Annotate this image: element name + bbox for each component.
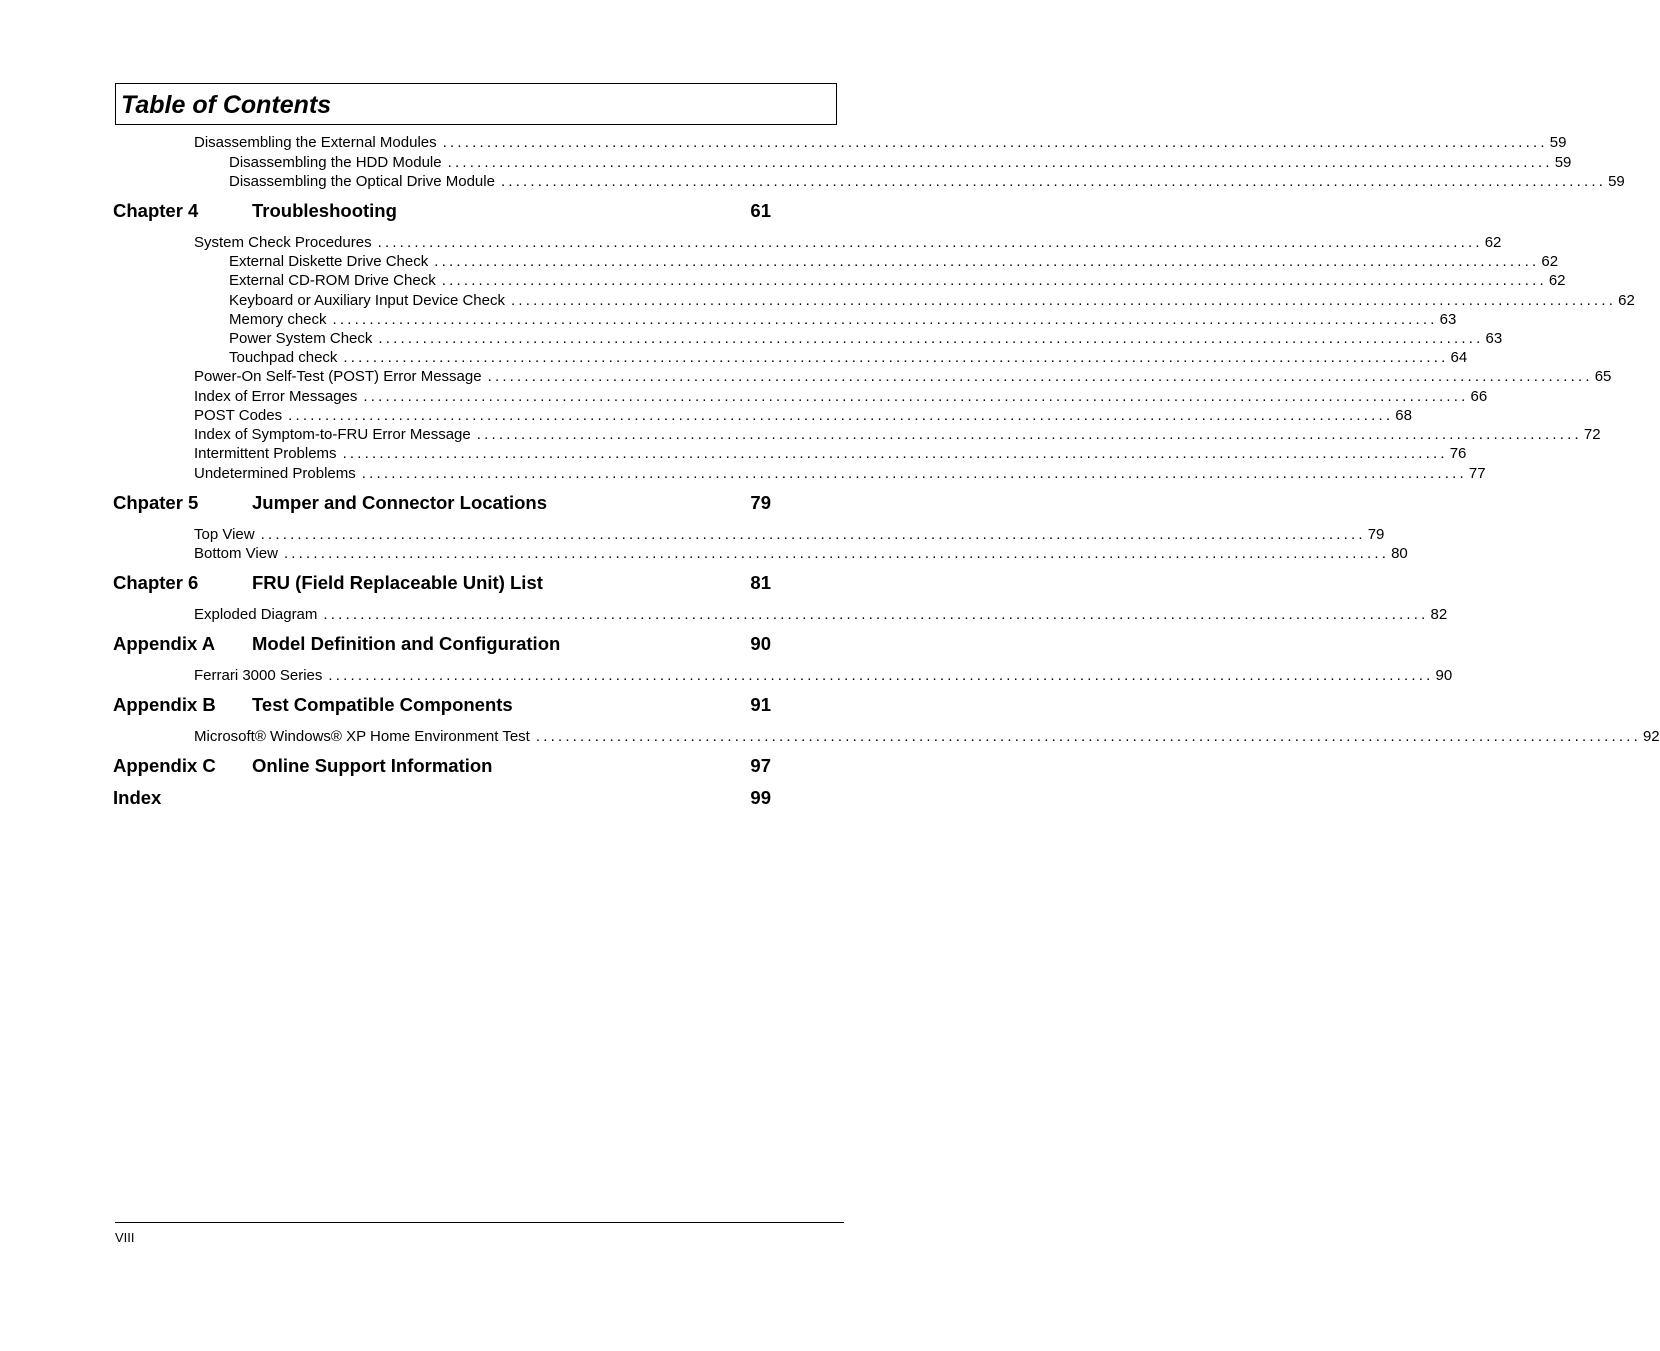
toc-chapter-page: 99 (750, 787, 771, 808)
toc-chapter-number: Index (113, 787, 162, 808)
toc-dot-leader: ...................................................................................................................................................... (342, 445, 1448, 462)
toc-entry-ferrari-3000-series[interactable] (194, 666, 1453, 685)
toc-entry-touchpad-check[interactable] (229, 348, 1468, 367)
toc-chapter-page: 90 (750, 633, 771, 654)
toc-entry-page: 63 (1485, 330, 1503, 347)
toc-entry-label: External CD-ROM Drive Check (229, 272, 436, 289)
toc-dot-leader: ...................................................................................................................................................... (434, 253, 1540, 270)
toc-dot-leader: ...................................................................................................................................................... (332, 311, 1438, 328)
toc-entry-label: Top View (194, 526, 255, 543)
toc-chapter-appendix-b[interactable] (113, 693, 771, 717)
toc-chapter-appendix-a[interactable] (113, 632, 771, 656)
toc-entry-label: Ferrari 3000 Series (194, 667, 323, 684)
toc-entry-page: 92 (1642, 728, 1660, 745)
toc-chapter-number: Appendix C (113, 755, 216, 776)
toc-entry-page: 65 (1594, 368, 1612, 385)
toc-entry-label: Undetermined Problems (194, 465, 356, 482)
toc-entry-label: POST Codes (194, 407, 283, 424)
toc-dot-leader: ...................................................................................................................................................... (510, 292, 1617, 309)
toc-chapter-chapter-4[interactable] (113, 199, 771, 223)
toc-entry-label: Memory check (229, 311, 327, 328)
toc-entry-power-on-self-test-post-error-message[interactable] (194, 367, 1612, 386)
toc-dot-leader: ...................................................................................................................................................... (288, 407, 1394, 424)
toc-entry-page: 76 (1449, 445, 1467, 462)
toc-entry-label: Exploded Diagram (194, 606, 318, 623)
toc-entry-external-cd-rom-drive-check[interactable] (229, 271, 1566, 290)
toc-chapter-title: Test Compatible Components (252, 694, 513, 715)
toc-entry-exploded-diagram[interactable] (194, 605, 1448, 624)
toc-entry-disassembling-the-external-modules[interactable] (194, 133, 1567, 152)
toc-dot-leader: ...................................................................................................................................................... (487, 368, 1593, 385)
toc-entry-label: Microsoft® Windows® XP Home Environment Test (194, 728, 530, 745)
toc-entry-system-check-procedures[interactable] (194, 233, 1502, 252)
toc-chapter-page: 91 (750, 694, 771, 715)
toc-entry-label: Index of Error Messages (194, 388, 358, 405)
toc-dot-leader: ...................................................................................................................................................... (260, 526, 1366, 543)
toc-entry-undetermined-problems[interactable] (194, 464, 1486, 483)
toc-dot-leader: ...................................................................................................................................................... (363, 388, 1469, 405)
toc-chapter-chapter-6[interactable] (113, 571, 771, 595)
toc-entry-label: External Diskette Drive Check (229, 253, 429, 270)
toc-chapter-page: 97 (750, 755, 771, 776)
toc-entry-page: 80 (1391, 545, 1408, 562)
toc-entry-index-of-error-messages[interactable] (194, 387, 1488, 406)
toc-chapter-title: Troubleshooting (252, 200, 397, 221)
toc-chapter-number: Chapter 6 (113, 572, 199, 593)
toc-entry-external-diskette-drive-check[interactable] (229, 252, 1559, 271)
toc-entry-keyboard-or-auxiliary-input-device-check[interactable] (229, 291, 1635, 310)
toc-dot-leader: ...................................................................................................................................................... (476, 426, 1582, 443)
toc-dot-leader: ...................................................................................................................................................... (535, 728, 1641, 745)
toc-entry-label: Power System Check (229, 330, 373, 347)
toc-chapter-title: Jumper and Connector Locations (252, 492, 548, 513)
toc-dot-leader: ...................................................................................................................................................... (442, 134, 1548, 151)
toc-chapter-page: 81 (750, 572, 771, 593)
toc-entry-label: Index of Symptom-to-FRU Error Message (194, 426, 471, 443)
toc-entry-label: Power-On Self-Test (POST) Error Message (194, 368, 482, 385)
toc-entry-disassembling-the-hdd-module[interactable] (229, 153, 1572, 172)
footer-divider (115, 1222, 844, 1223)
toc-entry-page: 59 (1549, 134, 1567, 151)
toc-entry-page: 62 (1548, 272, 1566, 289)
toc-entry-intermittent-problems[interactable] (194, 444, 1467, 463)
toc-entry-post-codes[interactable] (194, 406, 1412, 425)
toc-entry-label: Touchpad check (229, 349, 338, 366)
toc-entry-label: System Check Procedures (194, 234, 372, 251)
toc-entry-label: Bottom View (194, 545, 278, 562)
footer-page-number: VIII (115, 1230, 135, 1245)
toc-entry-page: 63 (1439, 311, 1457, 328)
toc-dot-leader: ...................................................................................................................................................... (377, 234, 1483, 251)
toc-entry-page: 66 (1470, 388, 1488, 405)
toc-entry-memory-check[interactable] (229, 310, 1457, 329)
toc-entry-label: Disassembling the HDD Module (229, 154, 442, 171)
toc-dot-leader: ...................................................................................................................................................... (283, 545, 1390, 562)
toc-entry-page: 68 (1395, 407, 1412, 424)
toc-title-box (115, 83, 837, 125)
toc-entry-disassembling-the-optical-drive-module[interactable] (229, 172, 1625, 191)
toc-dot-leader: ...................................................................................................................................................... (441, 272, 1547, 289)
toc-chapter-number: Appendix B (113, 694, 216, 715)
toc-entry-page: 62 (1618, 292, 1635, 309)
toc-chapter-number: Appendix A (113, 633, 216, 654)
toc-chapter-title: Model Definition and Configuration (252, 633, 561, 654)
toc-entry-page: 62 (1541, 253, 1559, 270)
toc-chapter-appendix-c[interactable] (113, 754, 771, 778)
toc-dot-leader: ...................................................................................................................................................... (328, 667, 1434, 684)
toc-chapter-number: Chapter 4 (113, 200, 199, 221)
toc-entry-label: Intermittent Problems (194, 445, 337, 462)
toc-chapter-title: FRU (Field Replaceable Unit) List (252, 572, 543, 593)
toc-chapter-chpater-5[interactable] (113, 491, 771, 515)
toc-entry-label: Disassembling the External Modules (194, 134, 437, 151)
toc-chapter-page: 61 (750, 200, 771, 221)
toc-entry-page: 62 (1484, 234, 1502, 251)
toc-dot-leader: ...................................................................................................................................................... (500, 173, 1607, 190)
toc-entry-label: Keyboard or Auxiliary Input Device Check (229, 292, 505, 309)
page-title: Table of Contents (121, 91, 332, 119)
toc-entry-page: 59 (1608, 173, 1625, 190)
toc-entry-bottom-view[interactable] (194, 544, 1408, 563)
toc-entry-microsoft-windows-xp-home-environment-test[interactable] (194, 727, 1660, 746)
toc-chapter-number: Chpater 5 (113, 492, 199, 513)
toc-entry-page: 72 (1583, 426, 1601, 443)
toc-entry-page: 77 (1468, 465, 1486, 482)
toc-chapter-page: 79 (750, 492, 771, 513)
toc-dot-leader: ...................................................................................................................................................... (447, 154, 1553, 171)
toc-entry-index-of-symptom-to-fru-error-message[interactable] (194, 425, 1601, 444)
toc-dot-leader: ...................................................................................................................................................... (378, 330, 1484, 347)
toc-entry-label: Disassembling the Optical Drive Module (229, 173, 495, 190)
toc-dot-leader: ...................................................................................................................................................... (361, 465, 1467, 482)
toc-entry-page: 64 (1450, 349, 1468, 366)
toc-entry-page: 82 (1430, 606, 1448, 623)
toc-chapter-title: Online Support Information (252, 755, 493, 776)
toc-chapter-index[interactable] (113, 786, 771, 810)
toc-dot-leader: ...................................................................................................................................................... (343, 349, 1449, 366)
toc-entry-page: 90 (1435, 667, 1453, 684)
toc-entry-page: 59 (1554, 154, 1572, 171)
toc-dot-leader: ...................................................................................................................................................... (323, 606, 1429, 623)
toc-entry-power-system-check[interactable] (229, 329, 1503, 348)
toc-entry-top-view[interactable] (194, 525, 1385, 544)
toc-entry-page: 79 (1367, 526, 1385, 543)
